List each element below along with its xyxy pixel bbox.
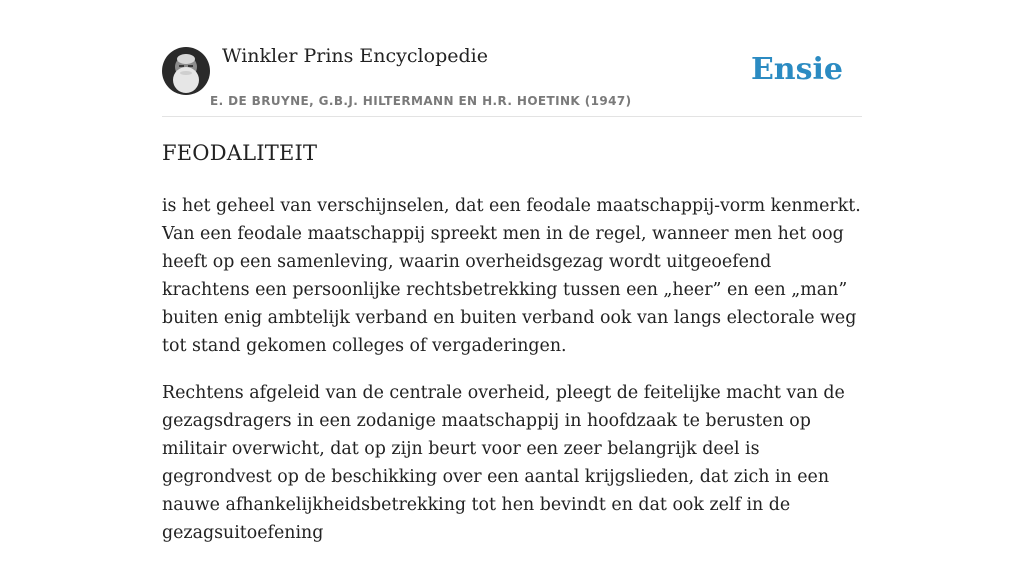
authors: E. DE BRUYNE, G.B.J. HILTERMANN EN H.R. HOETINK (1947): [210, 94, 632, 108]
bearded-man-portrait-icon: [162, 47, 210, 95]
avatar[interactable]: [162, 47, 210, 95]
header: [162, 0, 862, 117]
brand-logo[interactable]: Ensie: [750, 52, 843, 87]
site-name[interactable]: Winkler Prins Encyclopedie: [222, 45, 488, 67]
paragraph: is het geheel van verschijnselen, dat een feodale maatschappij-vorm kenmerkt. Van een feodale maatschappij spreekt men in de regel, wanneer men het oog heeft op een samenleving, waarin overheidsgezag wordt uitgeoefend krachtens een persoonlijke rechtsbetrekking tussen een „heer” en een „man” buiten enig ambtelijk verband en buiten verband ook van langs electorale weg tot stand gekomen colleges of vergaderingen.: [162, 196, 861, 356]
article-body: [162, 192, 862, 566]
paragraph: Rechtens afgeleid van de centrale overheid, pleegt de feitelijke macht van de gezagsdragers in een zodanige maatschappij in hoofdzaak te berusten op militair overwicht, dat op zijn beurt voor een zeer belangrijk deel is gegrondvest op de beschikking over een aantal krijgslieden, dat zich in een nauwe afhankelijkheidsbetrekking tot hen bevindt en dat ook zelf in de gezagsuitoefening: [162, 383, 845, 543]
article-title: FEODALITEIT: [162, 141, 318, 165]
page: [162, 0, 862, 543]
